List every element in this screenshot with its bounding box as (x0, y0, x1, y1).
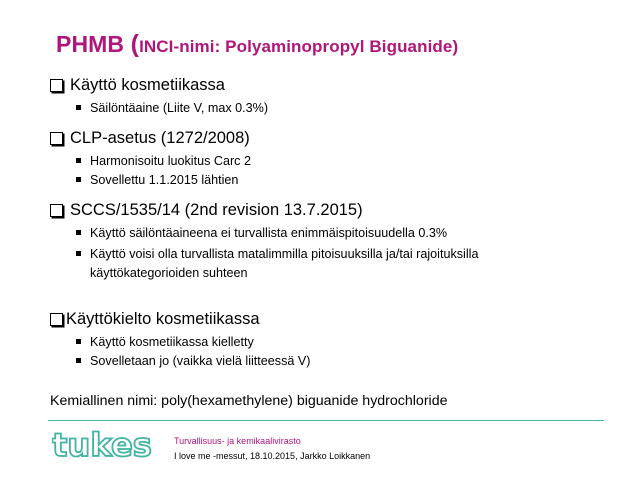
slide-title (56, 30, 458, 59)
bullet-text: Sovelletaan jo (vaikka vielä liitteessä V) (90, 354, 311, 368)
bullet-item (90, 352, 311, 371)
section-heading: Käyttökielto kosmetiikassa (66, 310, 260, 328)
bullet-text: Käyttö säilöntäaineena ei turvallista enimmäispitoisuudella 0.3% (90, 226, 448, 240)
bullet-item (90, 333, 254, 352)
bullet-text: Harmonisoitu luokitus Carc 2 (90, 154, 251, 168)
bullet-item (90, 245, 478, 283)
logo-text: tukes (52, 427, 152, 463)
section-heading: SCCS/1535/14 (2nd revision 13.7.2015) (70, 201, 363, 219)
bullet-text: Säilöntäaine (Liite V, max 0.3%) (90, 101, 269, 115)
square-bullet-icon (76, 358, 81, 363)
section-sccs (50, 201, 363, 220)
square-bullet-icon (76, 230, 81, 235)
section-clp (50, 129, 250, 148)
bullet-text: Käyttö kosmetiikassa kielletty (90, 335, 254, 349)
bullet-item (90, 99, 268, 118)
square-bullet-icon (76, 158, 81, 163)
title-subtitle: INCI-nimi: Polyaminopropyl Biguanide) (139, 37, 459, 56)
checkbox-icon (50, 132, 63, 145)
square-bullet-icon (76, 105, 81, 110)
section-ban (50, 310, 260, 329)
bullet-text: Sovellettu 1.1.2015 lähtien (90, 173, 239, 187)
square-bullet-icon (76, 339, 81, 344)
agency-name: Turvallisuus- ja kemikaalivirasto (174, 436, 301, 446)
chemical-name: Kemiallinen nimi: poly(hexamethylene) biguanide hydrochloride (50, 393, 448, 409)
tukes-logo (52, 427, 154, 463)
footer-divider (48, 420, 604, 421)
section-usage (50, 76, 225, 95)
section-heading: CLP-asetus (1272/2008) (70, 129, 250, 147)
bullet-item (90, 152, 251, 171)
checkbox-icon (50, 204, 63, 217)
checkbox-icon (50, 79, 63, 92)
bullet-text: Käyttö voisi olla turvallista matalimmilla pitoisuuksilla ja/tai rajoituksilla (90, 247, 479, 261)
bullet-item (90, 224, 447, 243)
square-bullet-icon (76, 177, 81, 182)
checkbox-icon (50, 313, 63, 326)
bullet-text-continuation: käyttökategorioiden suhteen (90, 266, 248, 280)
square-bullet-icon (76, 251, 81, 256)
footer-event: I love me -messut, 18.10.2015, Jarkko Loikkanen (174, 451, 371, 461)
section-heading: Käyttö kosmetiikassa (70, 76, 225, 94)
title-main: PHMB (56, 31, 131, 57)
title-open-paren: ( (130, 30, 140, 58)
bullet-item (90, 171, 238, 190)
